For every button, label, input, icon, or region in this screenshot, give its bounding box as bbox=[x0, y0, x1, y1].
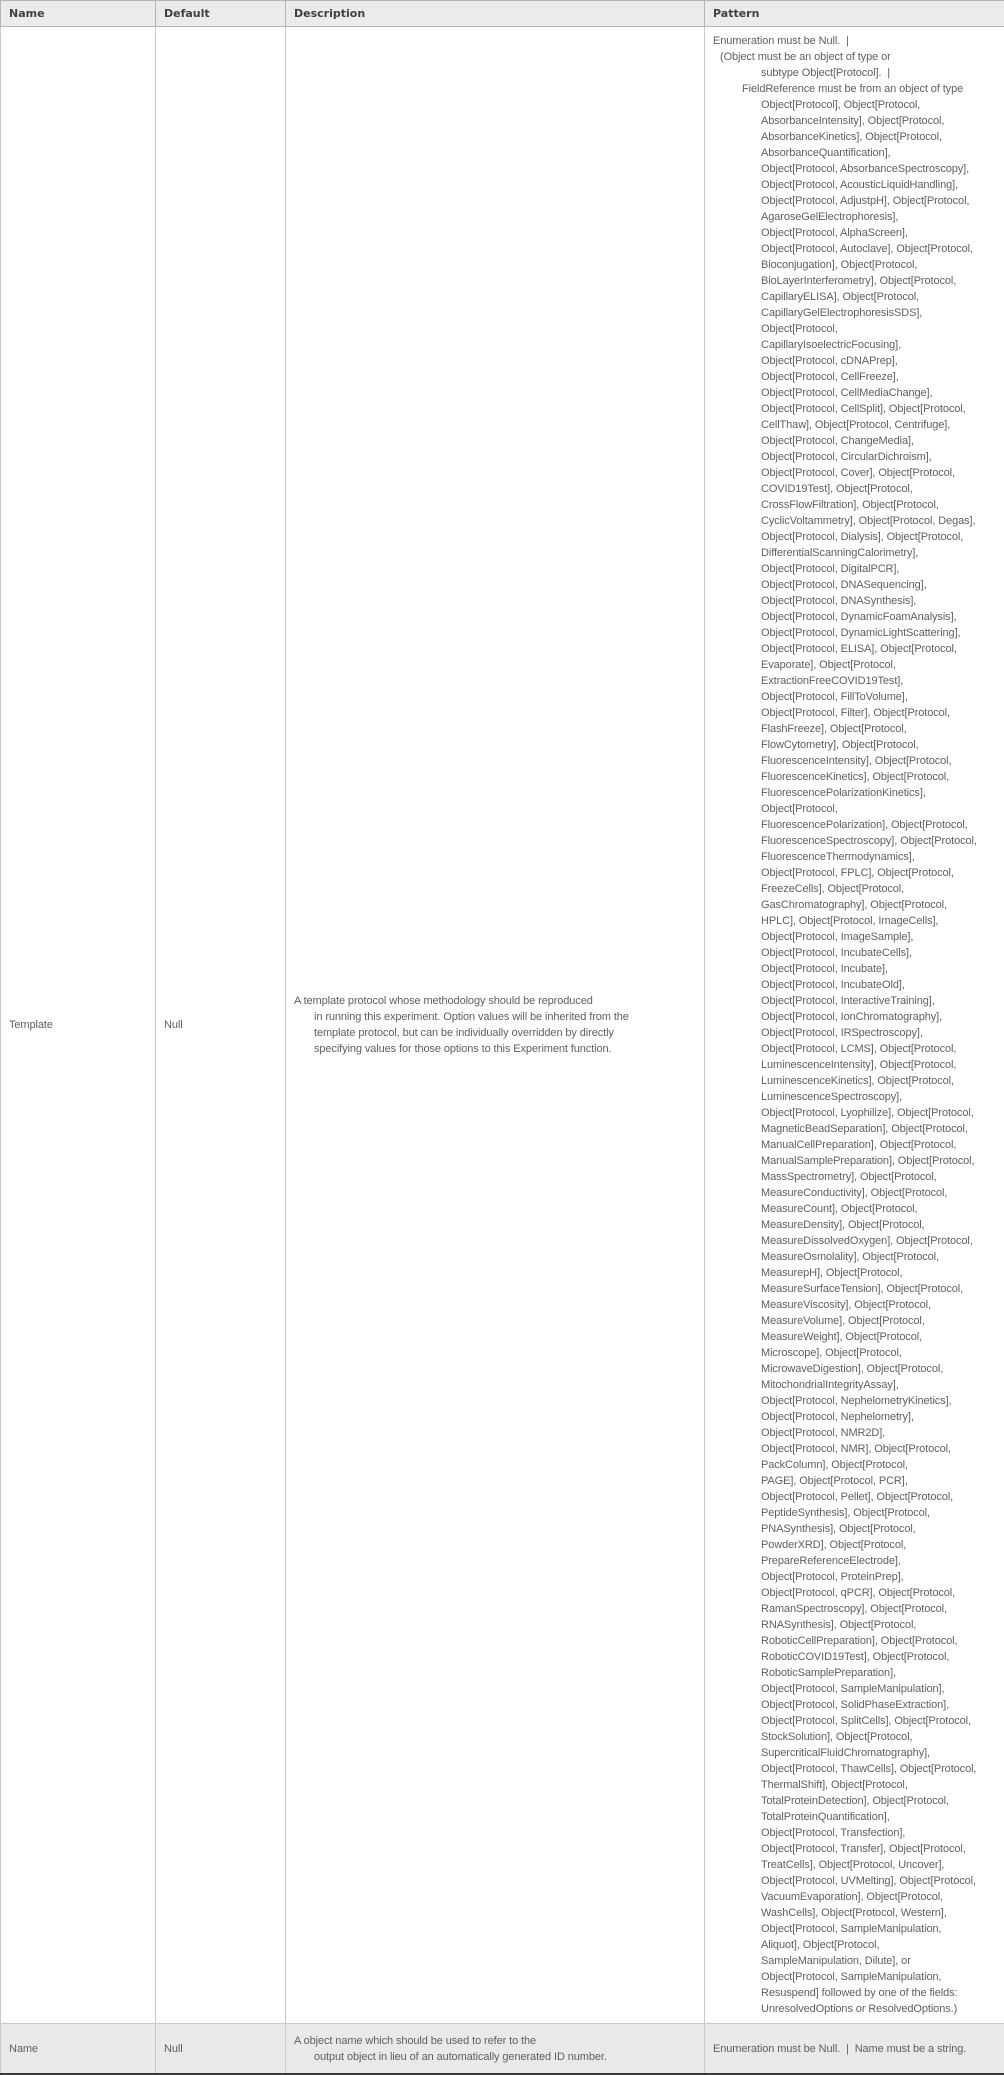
description-line: A object name which should be used to refer to the bbox=[294, 2033, 696, 2049]
pattern-line: MassSpectrometry], Object[Protocol, bbox=[713, 1169, 996, 1185]
pattern-line: MeasurepH], Object[Protocol, bbox=[713, 1265, 996, 1281]
pattern-line: UnresolvedOptions or ResolvedOptions.) bbox=[713, 2001, 996, 2017]
pattern-line: SampleManipulation, Dilute], or bbox=[713, 1953, 996, 1969]
pattern-line: Object[Protocol, LCMS], Object[Protocol, bbox=[713, 1041, 996, 1057]
pattern-line: Object[Protocol, IncubateOld], bbox=[713, 977, 996, 993]
default-cell bbox=[156, 2024, 286, 2075]
description-line: output object in lieu of an automatically generated ID number. bbox=[294, 2049, 696, 2065]
pattern-line: LuminescenceSpectroscopy], bbox=[713, 1089, 996, 1105]
pattern-line: ManualCellPreparation], Object[Protocol, bbox=[713, 1137, 996, 1153]
pattern-line: Evaporate], Object[Protocol, bbox=[713, 657, 996, 673]
pattern-line: Object[Protocol, AcousticLiquidHandling], bbox=[713, 177, 996, 193]
pattern-line: AbsorbanceIntensity], Object[Protocol, bbox=[713, 113, 996, 129]
pattern-line: Object[Protocol, cDNAPrep], bbox=[713, 353, 996, 369]
pattern-line: MeasureVolume], Object[Protocol, bbox=[713, 1313, 996, 1329]
pattern-line: LuminescenceIntensity], Object[Protocol, bbox=[713, 1057, 996, 1073]
pattern-line: Object[Protocol, AlphaScreen], bbox=[713, 225, 996, 241]
column-header-name: Name bbox=[1, 1, 156, 27]
pattern-line: CapillaryELISA], Object[Protocol, bbox=[713, 289, 996, 305]
pattern-line: Object[Protocol, CircularDichroism], bbox=[713, 449, 996, 465]
pattern-line: Object[Protocol, Filter], Object[Protocol, bbox=[713, 705, 996, 721]
pattern-line: Object[Protocol, SplitCells], Object[Protocol, bbox=[713, 1713, 996, 1729]
pattern-line: AbsorbanceKinetics], Object[Protocol, bbox=[713, 129, 996, 145]
pattern-line: Object[Protocol, IncubateCells], bbox=[713, 945, 996, 961]
pattern-line: (Object must be an object of type or bbox=[713, 49, 996, 65]
pattern-line: Object[Protocol, Nephelometry], bbox=[713, 1409, 996, 1425]
pattern-line: Object[Protocol, bbox=[713, 321, 996, 337]
pattern-line: FlashFreeze], Object[Protocol, bbox=[713, 721, 996, 737]
pattern-line: MicrowaveDigestion], Object[Protocol, bbox=[713, 1361, 996, 1377]
pattern-cell bbox=[705, 2024, 1004, 2075]
pattern-line: FluorescencePolarization], Object[Protocol, bbox=[713, 817, 996, 833]
pattern-line: MitochondrialIntegrityAssay], bbox=[713, 1377, 996, 1393]
pattern-line: Object[Protocol, SampleManipulation, bbox=[713, 1969, 996, 1985]
pattern-line: Enumeration must be Null. | bbox=[713, 33, 996, 49]
pattern-line: Bioconjugation], Object[Protocol, bbox=[713, 257, 996, 273]
pattern-line: Object[Protocol, Lyophilize], Object[Protocol, bbox=[713, 1105, 996, 1121]
pattern-line: PAGE], Object[Protocol, PCR], bbox=[713, 1473, 996, 1489]
pattern-line: RoboticSamplePreparation], bbox=[713, 1665, 996, 1681]
pattern-line: Object[Protocol], Object[Protocol, bbox=[713, 97, 996, 113]
default-cell bbox=[156, 27, 286, 2024]
pattern-line: Object[Protocol, NMR2D], bbox=[713, 1425, 996, 1441]
pattern-line: FieldReference must be from an object of type bbox=[713, 81, 996, 97]
description-cell bbox=[286, 27, 705, 2024]
pattern-line: Object[Protocol, Autoclave], Object[Protocol, bbox=[713, 241, 996, 257]
pattern-line: Aliquot], Object[Protocol, bbox=[713, 1937, 996, 1953]
pattern-line: CapillaryGelElectrophoresisSDS], bbox=[713, 305, 996, 321]
pattern-line: TreatCells], Object[Protocol, Uncover], bbox=[713, 1857, 996, 1873]
pattern-line: CrossFlowFiltration], Object[Protocol, bbox=[713, 497, 996, 513]
pattern-line: RamanSpectroscopy], Object[Protocol, bbox=[713, 1601, 996, 1617]
pattern-line: SupercriticalFluidChromatography], bbox=[713, 1745, 996, 1761]
pattern-line: HPLC], Object[Protocol, ImageCells], bbox=[713, 913, 996, 929]
table-row bbox=[1, 2024, 1004, 2075]
pattern-line: WashCells], Object[Protocol, Western], bbox=[713, 1905, 996, 1921]
pattern-line: Object[Protocol, IonChromatography], bbox=[713, 1009, 996, 1025]
pattern-line: Object[Protocol, CellSplit], Object[Protocol, bbox=[713, 401, 996, 417]
pattern-line: Object[Protocol, InteractiveTraining], bbox=[713, 993, 996, 1009]
pattern-line: Object[Protocol, NMR], Object[Protocol, bbox=[713, 1441, 996, 1457]
pattern-line: Microscope], Object[Protocol, bbox=[713, 1345, 996, 1361]
pattern-line: RNASynthesis], Object[Protocol, bbox=[713, 1617, 996, 1633]
description-line: A template protocol whose methodology should be reproduced bbox=[294, 993, 696, 1009]
table-row bbox=[1, 27, 1004, 2024]
pattern-line: DifferentialScanningCalorimetry], bbox=[713, 545, 996, 561]
cell-text: Name bbox=[9, 2041, 147, 2057]
pattern-line: Object[Protocol, Transfer], Object[Protocol, bbox=[713, 1841, 996, 1857]
pattern-line: FluorescenceKinetics], Object[Protocol, bbox=[713, 769, 996, 785]
column-header-default: Default bbox=[156, 1, 286, 27]
description-line: template protocol, but can be individually overridden by directly bbox=[294, 1025, 696, 1041]
pattern-line: Object[Protocol, CellFreeze], bbox=[713, 369, 996, 385]
column-header-pattern: Pattern bbox=[705, 1, 1004, 27]
pattern-line: MeasureViscosity], Object[Protocol, bbox=[713, 1297, 996, 1313]
pattern-line: Object[Protocol, ChangeMedia], bbox=[713, 433, 996, 449]
description-line: in running this experiment. Option values will be inherited from the bbox=[294, 1009, 696, 1025]
pattern-line: ThermalShift], Object[Protocol, bbox=[713, 1777, 996, 1793]
pattern-line: PackColumn], Object[Protocol, bbox=[713, 1457, 996, 1473]
pattern-line: StockSolution], Object[Protocol, bbox=[713, 1729, 996, 1745]
pattern-line: AgaroseGelElectrophoresis], bbox=[713, 209, 996, 225]
pattern-line: Object[Protocol, ImageSample], bbox=[713, 929, 996, 945]
pattern-line: Object[Protocol, DNASynthesis], bbox=[713, 593, 996, 609]
pattern-line: FluorescenceSpectroscopy], Object[Protocol, bbox=[713, 833, 996, 849]
pattern-line: COVID19Test], Object[Protocol, bbox=[713, 481, 996, 497]
pattern-line: LuminescenceKinetics], Object[Protocol, bbox=[713, 1073, 996, 1089]
pattern-line: PowderXRD], Object[Protocol, bbox=[713, 1537, 996, 1553]
pattern-line: Object[Protocol, ThawCells], Object[Protocol, bbox=[713, 1761, 996, 1777]
pattern-line: Object[Protocol, DigitalPCR], bbox=[713, 561, 996, 577]
pattern-line: FluorescencePolarizationKinetics], bbox=[713, 785, 996, 801]
cell-text: Template bbox=[9, 1017, 147, 1033]
cell-text: Null bbox=[164, 1017, 277, 1033]
pattern-line: RoboticCellPreparation], Object[Protocol, bbox=[713, 1633, 996, 1649]
pattern-line: Object[Protocol, AdjustpH], Object[Protocol, bbox=[713, 193, 996, 209]
pattern-line: CyclicVoltammetry], Object[Protocol, Degas], bbox=[713, 513, 996, 529]
pattern-line: Object[Protocol, Dialysis], Object[Protocol, bbox=[713, 529, 996, 545]
table-body bbox=[1, 27, 1004, 2075]
pattern-line: Object[Protocol, Cover], Object[Protocol, bbox=[713, 465, 996, 481]
pattern-line: AbsorbanceQuantification], bbox=[713, 145, 996, 161]
pattern-line: Object[Protocol, SampleManipulation, bbox=[713, 1921, 996, 1937]
pattern-line: MeasureConductivity], Object[Protocol, bbox=[713, 1185, 996, 1201]
pattern-line: Object[Protocol, IRSpectroscopy], bbox=[713, 1025, 996, 1041]
description-cell bbox=[286, 2024, 705, 2075]
pattern-line: PNASynthesis], Object[Protocol, bbox=[713, 1521, 996, 1537]
pattern-line: MeasureSurfaceTension], Object[Protocol, bbox=[713, 1281, 996, 1297]
pattern-line: Object[Protocol, qPCR], Object[Protocol, bbox=[713, 1585, 996, 1601]
pattern-line: Object[Protocol, Incubate], bbox=[713, 961, 996, 977]
pattern-line: Object[Protocol, SampleManipulation], bbox=[713, 1681, 996, 1697]
pattern-line: PrepareReferenceElectrode], bbox=[713, 1553, 996, 1569]
pattern-line: VacuumEvaporation], Object[Protocol, bbox=[713, 1889, 996, 1905]
pattern-line: ManualSamplePreparation], Object[Protocol, bbox=[713, 1153, 996, 1169]
table-header-row bbox=[1, 1, 1004, 27]
pattern-line: Object[Protocol, Transfection], bbox=[713, 1825, 996, 1841]
name-cell bbox=[1, 27, 156, 2024]
pattern-cell bbox=[705, 27, 1004, 2024]
pattern-line: ExtractionFreeCOVID19Test], bbox=[713, 673, 996, 689]
pattern-line: FluorescenceThermodynamics], bbox=[713, 849, 996, 865]
pattern-line: Object[Protocol, DynamicFoamAnalysis], bbox=[713, 609, 996, 625]
description-line: specifying values for those options to this Experiment function. bbox=[294, 1041, 696, 1057]
pattern-line: Resuspend] followed by one of the fields: bbox=[713, 1985, 996, 2001]
pattern-line: FreezeCells], Object[Protocol, bbox=[713, 881, 996, 897]
pattern-line: Object[Protocol, ProteinPrep], bbox=[713, 1569, 996, 1585]
pattern-line: MeasureWeight], Object[Protocol, bbox=[713, 1329, 996, 1345]
cell-text: Null bbox=[164, 2041, 277, 2057]
pattern-line: Object[Protocol, CellMediaChange], bbox=[713, 385, 996, 401]
pattern-line: Object[Protocol, UVMelting], Object[Protocol, bbox=[713, 1873, 996, 1889]
pattern-line: FlowCytometry], Object[Protocol, bbox=[713, 737, 996, 753]
pattern-line: RoboticCOVID19Test], Object[Protocol, bbox=[713, 1649, 996, 1665]
pattern-line: subtype Object[Protocol]. | bbox=[713, 65, 996, 81]
name-cell bbox=[1, 2024, 156, 2075]
pattern-line: GasChromatography], Object[Protocol, bbox=[713, 897, 996, 913]
pattern-line: Object[Protocol, DNASequencing], bbox=[713, 577, 996, 593]
pattern-line: TotalProteinDetection], Object[Protocol, bbox=[713, 1793, 996, 1809]
pattern-line: Object[Protocol, DynamicLightScattering], bbox=[713, 625, 996, 641]
pattern-line: Enumeration must be Null. | Name must be a string. bbox=[713, 2041, 996, 2057]
pattern-line: FluorescenceIntensity], Object[Protocol, bbox=[713, 753, 996, 769]
pattern-line: MeasureCount], Object[Protocol, bbox=[713, 1201, 996, 1217]
pattern-line: Object[Protocol, NephelometryKinetics], bbox=[713, 1393, 996, 1409]
pattern-line: TotalProteinQuantification], bbox=[713, 1809, 996, 1825]
pattern-line: Object[Protocol, bbox=[713, 801, 996, 817]
pattern-line: CellThaw], Object[Protocol, Centrifuge], bbox=[713, 417, 996, 433]
pattern-line: Object[Protocol, Pellet], Object[Protocol, bbox=[713, 1489, 996, 1505]
pattern-line: Object[Protocol, FillToVolume], bbox=[713, 689, 996, 705]
pattern-line: MeasureDensity], Object[Protocol, bbox=[713, 1217, 996, 1233]
pattern-line: Object[Protocol, SolidPhaseExtraction], bbox=[713, 1697, 996, 1713]
pattern-line: MeasureOsmolality], Object[Protocol, bbox=[713, 1249, 996, 1265]
pattern-line: BioLayerInterferometry], Object[Protocol, bbox=[713, 273, 996, 289]
column-header-description: Description bbox=[286, 1, 705, 27]
pattern-line: Object[Protocol, FPLC], Object[Protocol, bbox=[713, 865, 996, 881]
pattern-line: PeptideSynthesis], Object[Protocol, bbox=[713, 1505, 996, 1521]
pattern-line: MeasureDissolvedOxygen], Object[Protocol, bbox=[713, 1233, 996, 1249]
pattern-line: CapillaryIsoelectricFocusing], bbox=[713, 337, 996, 353]
pattern-line: Object[Protocol, AbsorbanceSpectroscopy], bbox=[713, 161, 996, 177]
pattern-line: MagneticBeadSeparation], Object[Protocol, bbox=[713, 1121, 996, 1137]
pattern-line: Object[Protocol, ELISA], Object[Protocol, bbox=[713, 641, 996, 657]
